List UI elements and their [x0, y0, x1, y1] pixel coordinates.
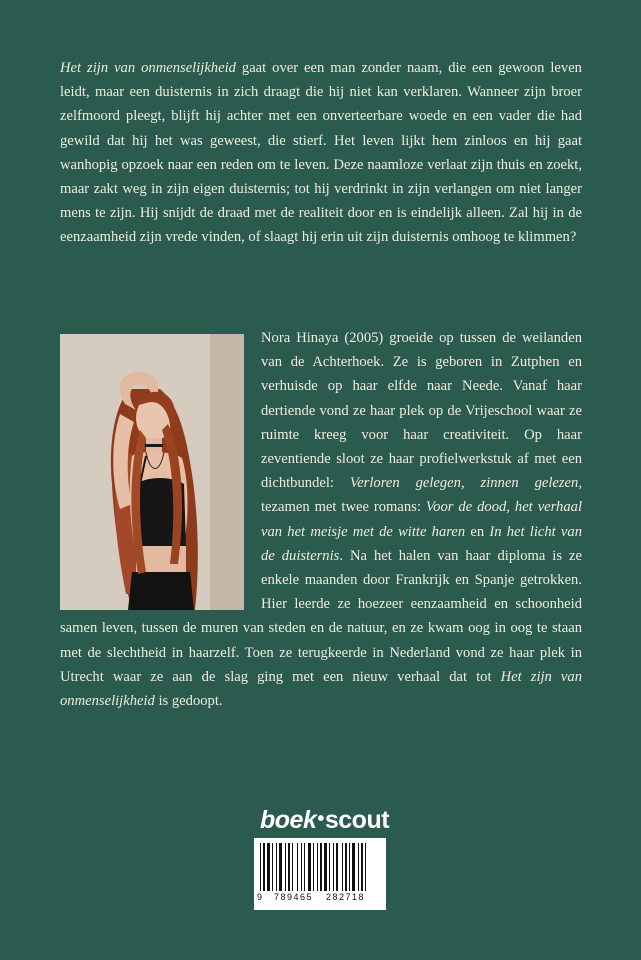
bio-text-5: is gedoopt. — [154, 693, 223, 710]
author-section — [60, 326, 582, 713]
barcode-digit-first: 9 — [257, 892, 263, 902]
publisher-logo-left: boek — [260, 806, 317, 834]
bio-book-title-3: In het licht van de duisternis — [261, 523, 582, 564]
bio-text-2: , tezamen met twee romans: — [261, 475, 582, 516]
author-photo — [60, 334, 244, 610]
barcode-bars — [260, 843, 380, 893]
blurb-paragraph — [60, 56, 582, 250]
blurb-title: Het zijn van onmenselijkheid — [60, 60, 236, 76]
isbn-barcode — [254, 838, 386, 910]
barcode-group-1: 789465 — [274, 892, 314, 902]
bio-book-title-1: Verloren gelegen, zinnen gelezen — [349, 475, 579, 492]
bio-text-4: . Na het halen van haar diploma is ze enkele maanden door Frankrijk en Spanje getrokken. Hier leerde ze hoezeer eenzaamheid en schoonheid samen leven, tussen de muren van steden en de natuur, en ze kwam oog in oog te staan met de slechtheid in haarzelf. Toen ze terugkeerde in Nederland vond ze haar plek in Utrecht waar ze aan de slag ging met een nieuw verhaal dat tot — [60, 547, 582, 685]
publisher-logo-right: scout — [324, 806, 390, 834]
publisher-logo — [260, 806, 390, 835]
bio-book-title-2: Voor de dood, het verhaal van het meisje met de witte haren — [261, 499, 583, 540]
author-portrait-illustration — [60, 334, 244, 610]
bio-book-title-4: Het zijn van onmenselijkheid — [60, 668, 583, 710]
bio-text-1: Nora Hinaya (2005) groeide op tussen de weilanden van de Achterhoek. Ze is geboren in Zutphen en verhuisde op haar elfde naar Neede. Vanaf haar dertiende vond ze haar plek op de Vrijeschool waar ze ruimte kreeg voor haar creativiteit. Op haar zeventiende sloot ze haar profielwerkstuk af met een dichtbundel: — [261, 330, 582, 492]
bio-text-3: en — [465, 523, 490, 540]
barcode-group-2: 282718 — [326, 892, 366, 902]
publisher-logo-dot: • — [317, 808, 324, 830]
blurb-text: gaat over een man zonder naam, die een gewoon leven leidt, maar een duisternis in zich draagt die hij niet kan verklaren. Wanneer zijn broer zelfmoord pleegt, blijft hij achter met een onverteerbare woede en een vader die had gewild dat hij het was geweest, die stierf. Het leven lijkt hem zinloos en hij gaat wanhopig opzoek naar een reden om te leven. Deze naamloze verlaat zijn thuis en zoekt, maar zakt weg in zijn eigen duisternis; tot hij verdrinkt in zijn verlangen om niet langer mens te zijn. Hij snijdt de draad met de realiteit door en is eindelijk alleen. Zal hij in de eenzaamheid zijn vrede vinden, of slaagt hij erin uit zijn duisternis omhoog te klimmen? — [60, 60, 582, 246]
